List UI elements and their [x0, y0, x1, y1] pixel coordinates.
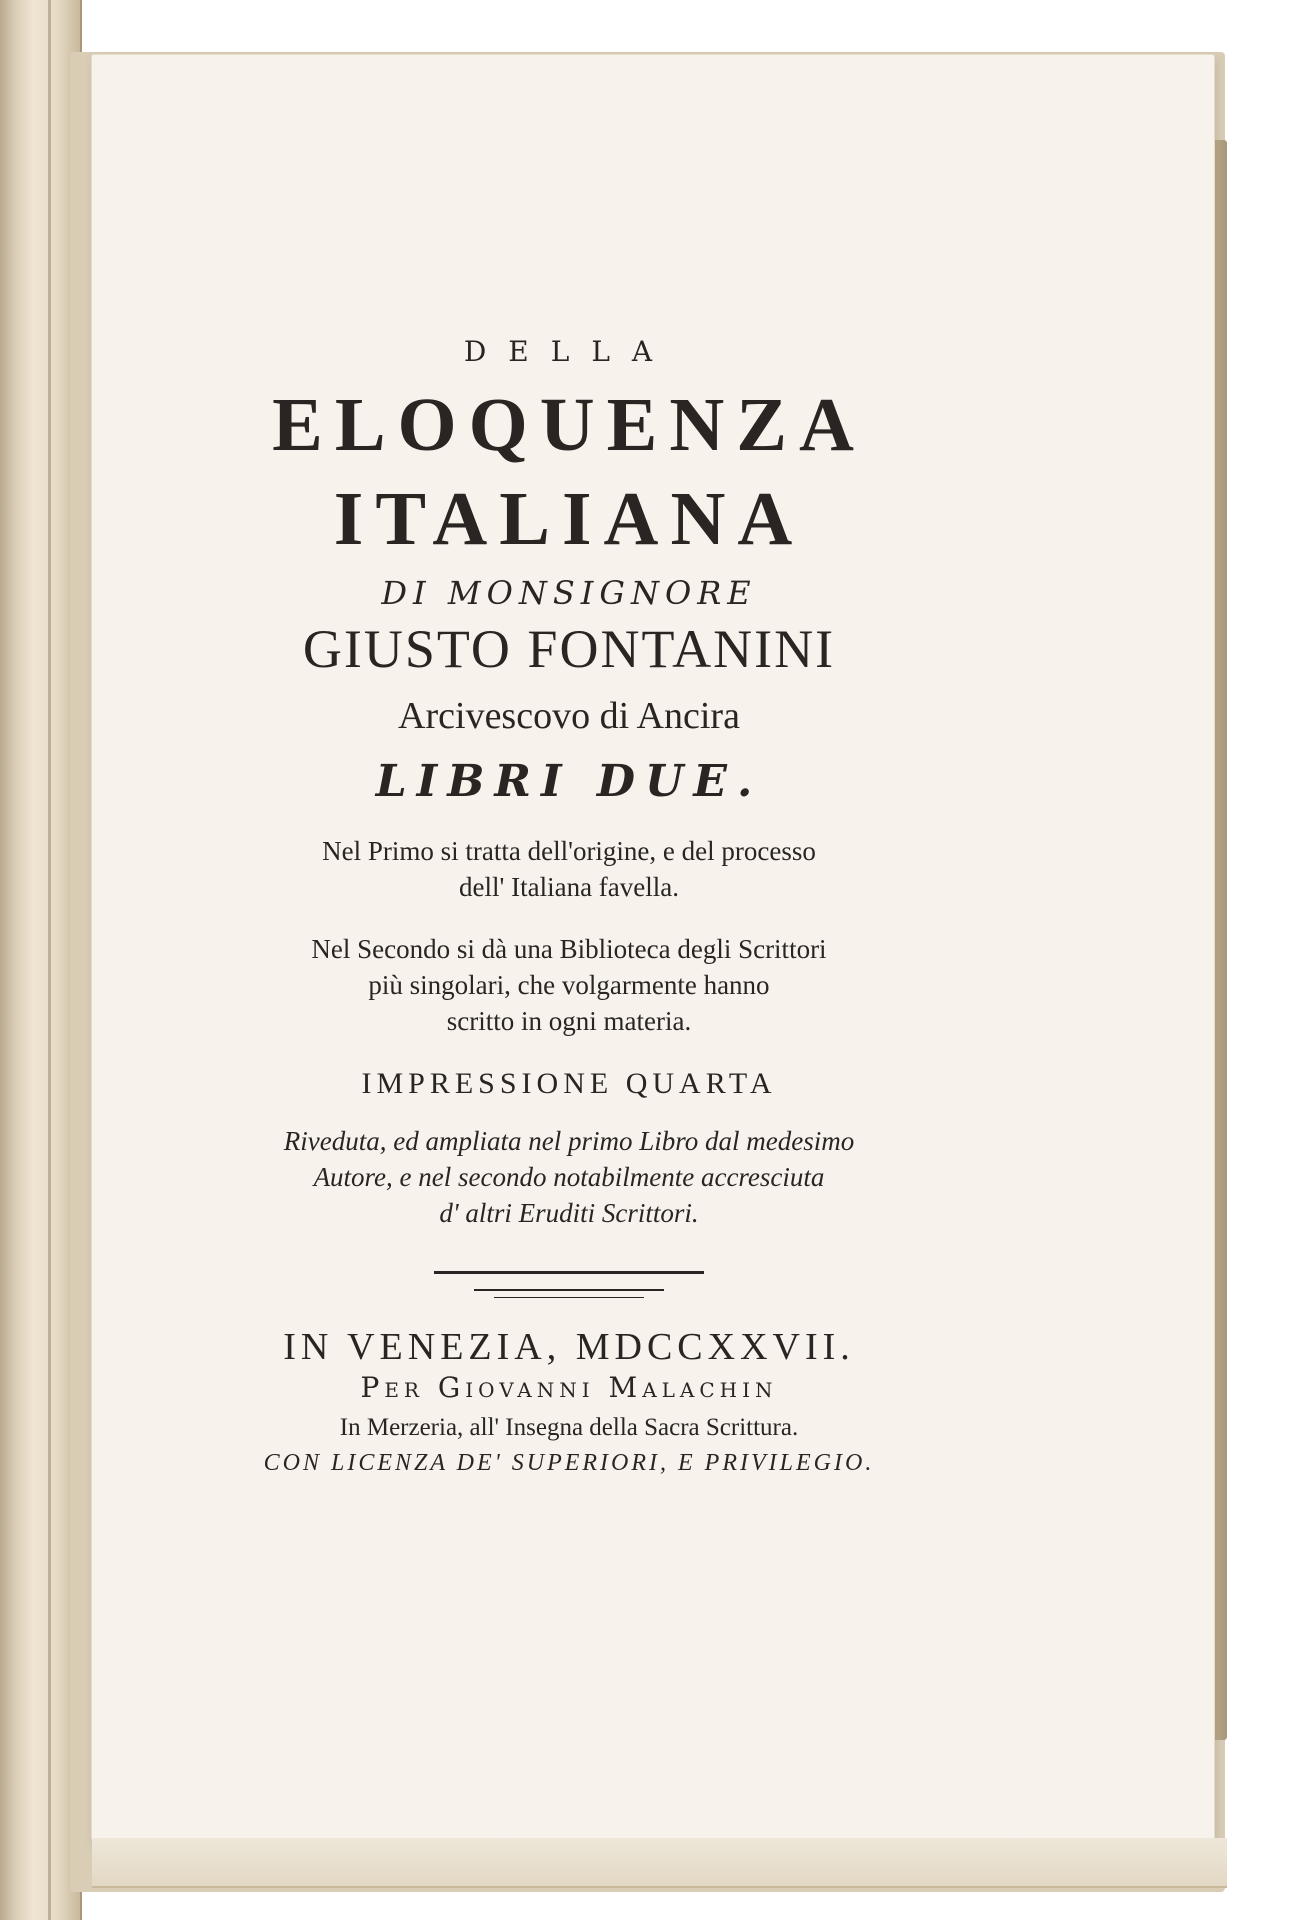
imprint-license: CON LICENZA DE' SUPERIORI, E PRIVILEGIO. [263, 1450, 875, 1476]
imprint-place-date: IN VENEZIA, MDCCXXVII. [283, 1326, 855, 1368]
primo-line-2: dell' Italiana favella. [459, 872, 679, 902]
secondo-line-2: più singolari, che volgarmente hanno [368, 970, 770, 1000]
secondo-description [184, 931, 954, 1039]
author-name: GIUSTO FONTANINI [302, 619, 836, 679]
rule-top [434, 1271, 704, 1274]
secondo-line-1: Nel Secondo si dà una Biblioteca degli Scrittori [311, 934, 827, 964]
edition-heading: IMPRESSIONE QUARTA [361, 1067, 777, 1100]
primo-description [184, 833, 954, 905]
della-heading: DELLA [463, 335, 675, 368]
title-page [92, 55, 1214, 1840]
author-prefix: DI MONSIGNORE [381, 574, 757, 612]
primo-line-1: Nel Primo si tratta dell'origine, e del processo [322, 836, 816, 866]
author-office: Arcivescovo di Ancira [398, 695, 740, 737]
ornamental-rules [184, 1259, 954, 1319]
edition-line-3: d' altri Eruditi Scrittori. [439, 1198, 699, 1228]
title-line-1: ELOQUENZA [272, 383, 866, 467]
edition-line-2: Autore, e nel secondo notabilmente accresciuta [313, 1162, 825, 1192]
edition-line-1: Riveduta, ed ampliata nel primo Libro dal medesimo [283, 1126, 855, 1156]
title-page-text [184, 335, 954, 1477]
imprint-address: In Merzeria, all' Insegna della Sacra Scrittura. [339, 1414, 799, 1441]
title-line-2: ITALIANA [333, 477, 805, 561]
imprint-printer: Per Giovanni Malachin [360, 1371, 778, 1404]
volumes-heading: LIBRI DUE. [375, 756, 763, 807]
rule-bottom [494, 1297, 644, 1298]
edition-description [184, 1123, 954, 1231]
secondo-line-3: scritto in ogni materia. [446, 1006, 692, 1036]
rule-middle [474, 1289, 664, 1291]
